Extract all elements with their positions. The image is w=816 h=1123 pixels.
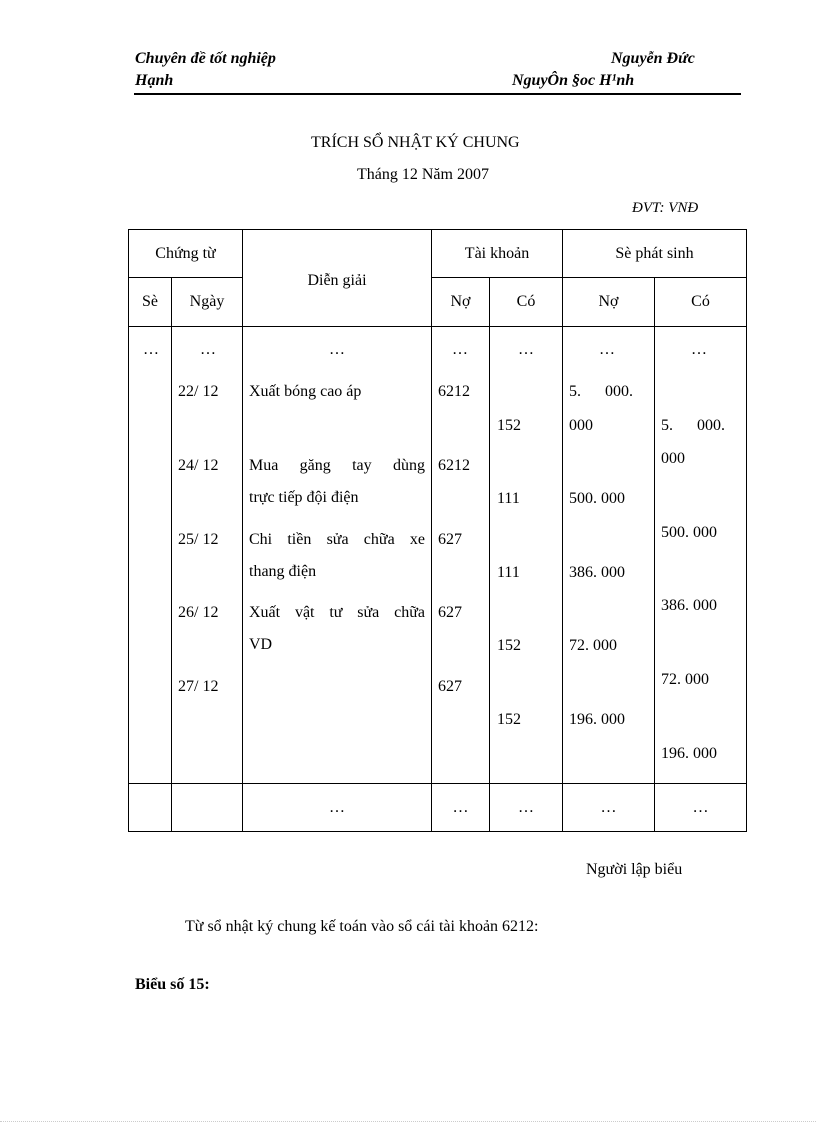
footer-ngay-cell bbox=[172, 784, 243, 832]
body-ps-co-cell bbox=[655, 327, 747, 784]
ellipsis: … bbox=[518, 341, 534, 358]
description-4-line2: VD bbox=[249, 636, 273, 653]
header-so: Sè bbox=[129, 278, 172, 327]
bieu-heading: Biểu số 15: bbox=[135, 976, 210, 993]
ellipsis: … bbox=[329, 341, 345, 358]
body-tk-co-cell bbox=[490, 327, 563, 784]
description-2-line1: Mua găng tay dùng bbox=[249, 457, 425, 474]
date-5: 27/ 12 bbox=[178, 678, 219, 695]
footer-ellipsis: … bbox=[655, 784, 747, 832]
footer-ellipsis: … bbox=[432, 784, 490, 832]
ps-no-4: 72. 000 bbox=[569, 637, 618, 654]
ps-no-1-line2: 000 bbox=[569, 417, 594, 434]
description-3-line2: thang điện bbox=[249, 563, 317, 580]
body-so-cell bbox=[129, 327, 172, 784]
ellipsis: … bbox=[143, 341, 159, 358]
tk-no-1: 6212 bbox=[438, 383, 470, 400]
body-ps-no-cell bbox=[563, 327, 655, 784]
header-dien-giai: Diễn giải bbox=[243, 230, 432, 327]
header-so-phat-sinh: Sè phát sinh bbox=[563, 230, 747, 278]
date-4: 26/ 12 bbox=[178, 604, 219, 621]
page-bottom-divider bbox=[0, 1121, 816, 1122]
page-title: TRÍCH SỔ NHẬT KÝ CHUNG bbox=[311, 134, 520, 151]
currency-unit: ĐVT: VNĐ bbox=[632, 200, 699, 216]
ps-co-1-line2: 000 bbox=[661, 450, 686, 467]
ellipsis: … bbox=[691, 341, 708, 358]
header-left-line1: Chuyên đề tốt nghiệp bbox=[135, 50, 276, 67]
date-2: 24/ 12 bbox=[178, 457, 219, 474]
tk-co-4: 152 bbox=[497, 637, 521, 654]
tk-no-5: 627 bbox=[438, 678, 462, 695]
header-ngay: Ngày bbox=[172, 278, 243, 327]
footer-ellipsis: … bbox=[243, 784, 432, 832]
body-paragraph: Từ sổ nhật ký chung kế toán vào sổ cái tài khoản 6212: bbox=[185, 918, 539, 935]
ps-co-5: 196. 000 bbox=[661, 745, 718, 762]
tk-co-2: 111 bbox=[497, 490, 520, 507]
signature-label: Người lập biểu bbox=[586, 861, 683, 878]
ps-co-2: 500. 000 bbox=[661, 524, 718, 541]
ellipsis: … bbox=[599, 341, 616, 358]
date-3: 25/ 12 bbox=[178, 531, 219, 548]
header-tk-co: Có bbox=[490, 278, 563, 327]
footer-ellipsis: … bbox=[490, 784, 563, 832]
header-chung-tu: Chứng từ bbox=[129, 230, 243, 278]
header-ps-co: Có bbox=[655, 278, 747, 327]
ps-no-1-line1: 5. 000. bbox=[569, 383, 634, 400]
footer-so-cell bbox=[129, 784, 172, 832]
ps-no-5: 196. 000 bbox=[569, 711, 626, 728]
ellipsis: … bbox=[200, 341, 216, 358]
ps-no-3: 386. 000 bbox=[569, 564, 626, 581]
body-dien-giai-cell bbox=[243, 327, 432, 784]
ps-co-1-line1: 5. 000. bbox=[661, 417, 726, 434]
header-divider bbox=[134, 93, 741, 95]
tk-no-3: 627 bbox=[438, 531, 462, 548]
ellipsis: … bbox=[452, 341, 468, 358]
ps-co-3: 386. 000 bbox=[661, 597, 718, 614]
header-right-line1: Nguyễn Đức bbox=[611, 50, 695, 67]
header-left-line2: Hạnh bbox=[135, 72, 174, 89]
description-1: Xuất bóng cao áp bbox=[249, 383, 362, 400]
header-tai-khoan: Tài khoản bbox=[432, 230, 563, 278]
header-right-line2: NguyÔn §oc H¹nh bbox=[512, 72, 635, 89]
description-4-line1: Xuất vật tư sửa chữa bbox=[249, 604, 425, 621]
ps-co-4: 72. 000 bbox=[661, 671, 710, 688]
description-3-line1: Chi tiền sửa chữa xe bbox=[249, 531, 425, 548]
tk-no-4: 627 bbox=[438, 604, 462, 621]
tk-co-1: 152 bbox=[497, 417, 521, 434]
tk-co-5: 152 bbox=[497, 711, 521, 728]
footer-ellipsis: … bbox=[563, 784, 655, 832]
tk-co-3: 111 bbox=[497, 564, 520, 581]
tk-no-2: 6212 bbox=[438, 457, 470, 474]
body-ngay-cell bbox=[172, 327, 243, 784]
ledger-table bbox=[128, 229, 747, 832]
header-ps-no: Nợ bbox=[563, 278, 655, 327]
description-2-line2: trực tiếp đội điện bbox=[249, 489, 359, 506]
header-tk-no: Nợ bbox=[432, 278, 490, 327]
body-tk-no-cell bbox=[432, 327, 490, 784]
date-1: 22/ 12 bbox=[178, 383, 219, 400]
ps-no-2: 500. 000 bbox=[569, 490, 626, 507]
page-subtitle: Tháng 12 Năm 2007 bbox=[357, 166, 489, 183]
